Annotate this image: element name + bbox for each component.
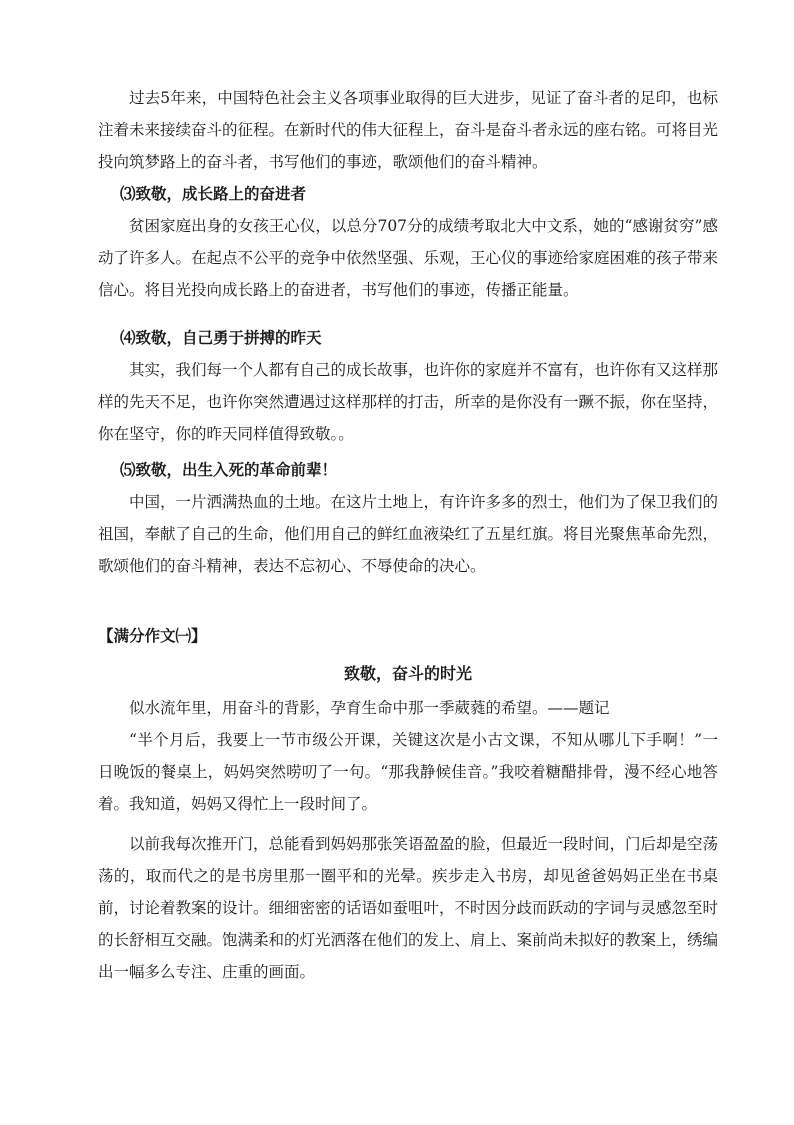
essay-paragraph: “半个月后，我要上一节市级公开课，关键这次是小古文课，不知从哪儿下手啊！”一日晚饭的餐桌上，妈妈突然唠叨了一句。“那我静候佳音。”我咬着糖醋排骨，漫不经心地答着。我知道，妈妈又得忙上一段时间了。	[98, 731, 718, 813]
item-paragraph-3: 贫困家庭出身的女孩王心仪，以总分707分的成绩考取北大中文系，她的“感谢贫穷”感动了许多人。在起点不公平的竞争中依然坚强、乐观，王心仪的事迹给家庭困难的孩子带来信心。将目光投向成长路上的奋进者，书写他们的事迹，传播正能量。	[98, 217, 719, 299]
intro-paragraph: 过去5年来，中国特色社会主义各项事业取得的巨大进步，见证了奋斗者的足印，也标注着未来接续奋斗的征程。在新时代的伟大征程上，奋斗是奋斗者永远的座右铭。可将目光投向筑梦路上的奋斗者，书写他们的事迹，歌颂他们的奋斗精神。	[98, 89, 719, 171]
essay-paragraph: 以前我每次推开门，总能看到妈妈那张笑语盈盈的脸，但最近一段时间，门后却是空荡荡的，取而代之的是书房里那一圈平和的光晕。疾步走入书房，却见爸爸妈妈正坐在书桌前，讨论着教案的设计。细细密密的话语如蚕咀叶，不时因分歧而跃动的字词与灵感忽至时的长舒相互交融。饱满柔和的灯光洒落在他们的发上、肩上、案前尚未拟好的教案上，绣编出一幅多么专注、庄重的画面。	[98, 835, 719, 981]
item-section-3	[98, 178, 718, 306]
item-heading-4: ⑷致敬，自己勇于拼搏的昨天	[120, 329, 322, 347]
essay-title: 致敬，奋斗的时光	[343, 664, 472, 683]
item-paragraph-4: 其实，我们每一个人都有自己的成长故事，也许你的家庭并不富有，也许你有又这样那样的先天不足，也许你突然遭遇过这样那样的打击，所幸的是你没有一蹶不振，你在坚持，你在坚守，你的昨天同样值得致敬。。	[98, 361, 719, 443]
item-heading-5: ⑸致敬，出生入死的革命前辈！	[120, 461, 338, 479]
item-heading-3: ⑶致敬，成长路上的奋进者	[120, 185, 307, 203]
item-section-5	[98, 454, 718, 582]
essay-section-label: 【满分作文㈠】	[98, 627, 207, 645]
essay-body	[98, 692, 718, 988]
essay-epigraph: 似水流年里，用奋斗的背影，孕育生命中那一季葳蕤的希望。——题记	[129, 699, 610, 717]
item-paragraph-5: 中国，一片洒满热血的土地。在这片土地上，有许许多多的烈士，他们为了保卫我们的祖国，奉献了自己的生命，他们用自己的鲜红血液染红了五星红旗。将目光聚焦革命先烈，歌颂他们的奋斗精神，表达不忘初心、不辱使命的决心。	[98, 493, 719, 575]
item-section-4	[98, 322, 718, 450]
intro-section	[98, 82, 718, 178]
